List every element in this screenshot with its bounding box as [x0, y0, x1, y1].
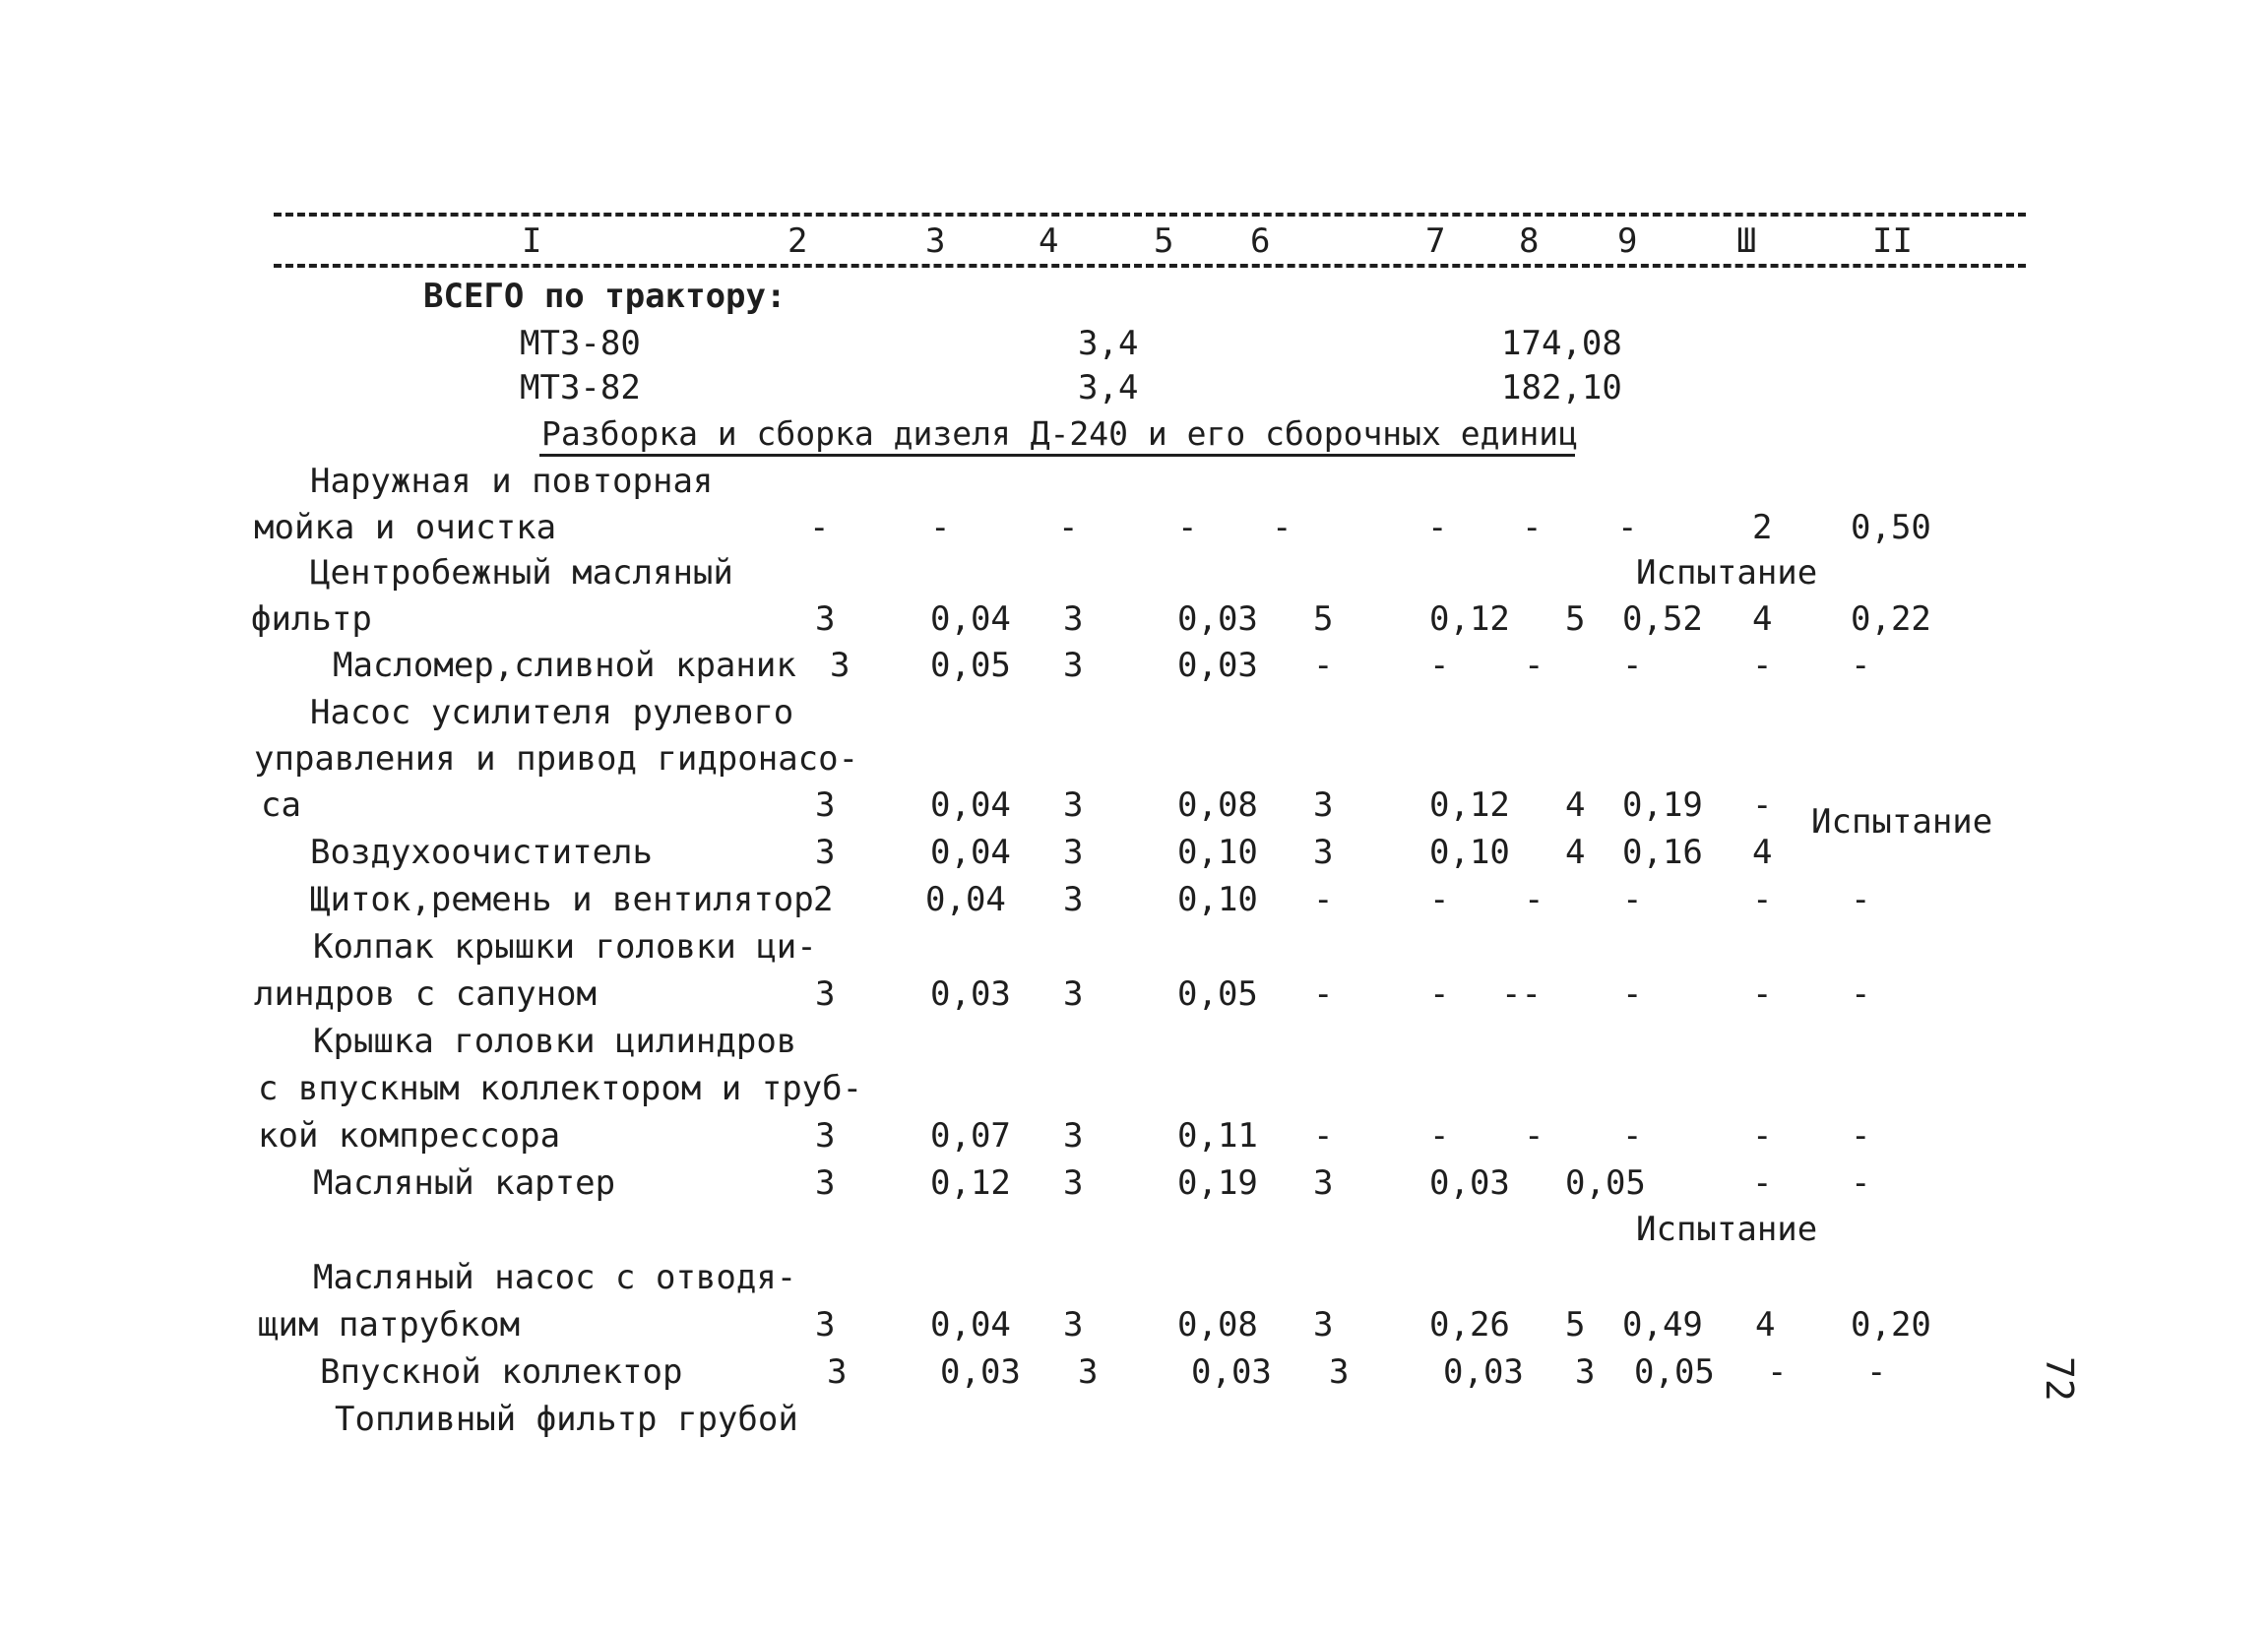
page-number: 72 [2038, 1356, 2081, 1402]
row-4-c10: - [1752, 785, 1773, 825]
col-header-9: 9 [1617, 221, 1638, 261]
row-5-name: Воздухоочиститель [310, 833, 653, 872]
row-11-c9: 0,05 [1634, 1352, 1715, 1392]
row-5-c9: 0,16 [1622, 833, 1703, 872]
row-11-c2: 3 [827, 1352, 848, 1392]
row-3-c6: - [1313, 646, 1334, 685]
row-11-c3: 0,03 [940, 1352, 1021, 1392]
row-4-name-l3: са [261, 785, 301, 825]
row-1-c4: - [1058, 508, 1079, 547]
row-4-c2: 3 [815, 785, 836, 825]
row-1-c11: 0,50 [1851, 508, 1931, 547]
row-6-c2: 2 [813, 880, 834, 919]
row-5-c7: 0,10 [1429, 833, 1510, 872]
test-note-3: Испытание [1636, 1210, 1818, 1249]
row-4-name-l1: Насос усилителя рулевого [310, 693, 794, 732]
row-3-c7: - [1429, 646, 1450, 685]
row-4-name-l2: управления и привод гидронасо- [254, 739, 859, 779]
row-3-c2: 3 [830, 646, 850, 685]
row-10-c10: 4 [1755, 1305, 1776, 1345]
row-9-c6: 3 [1313, 1163, 1334, 1203]
total-label: ВСЕГО по трактору: [423, 277, 787, 316]
row-6-c5: 0,10 [1177, 880, 1258, 919]
row-1-c7: - [1427, 508, 1448, 547]
row-7-c9: - [1622, 974, 1643, 1014]
row-3-c8: - [1524, 646, 1544, 685]
row-7-c2: 3 [815, 974, 836, 1014]
row-7-c3: 0,03 [930, 974, 1011, 1014]
row-7-c8: -- [1501, 974, 1542, 1014]
row-6-c3: 0,04 [925, 880, 1006, 919]
row-2-c11: 0,22 [1851, 599, 1931, 639]
row-3-c11: - [1851, 646, 1871, 685]
row-2-c7: 0,12 [1429, 599, 1510, 639]
section-title: Разборка и сборка дизеля Д-240 и его сборочных единиц [541, 414, 1578, 453]
row-4-c3: 0,04 [930, 785, 1011, 825]
row-6-c9: - [1622, 880, 1643, 919]
row-11-c4: 3 [1078, 1352, 1099, 1392]
test-note-2: Испытание [1811, 802, 1993, 842]
row-11-c8: 3 [1575, 1352, 1596, 1392]
col-header-3: 3 [925, 221, 946, 261]
row-6-c7: - [1429, 880, 1450, 919]
row-2-c10: 4 [1752, 599, 1773, 639]
row-10-c5: 0,08 [1177, 1305, 1258, 1345]
row-7-name-l2: линдров с сапуном [254, 974, 597, 1014]
row-8-c6: - [1313, 1116, 1334, 1156]
total-row-1-v8: 174,08 [1501, 324, 1622, 363]
row-3-c10: - [1752, 646, 1773, 685]
row-10-c2: 3 [815, 1305, 836, 1345]
row-7-c4: 3 [1063, 974, 1084, 1014]
row-3-name: Масломер,сливной краник [333, 646, 796, 685]
row-10-name-l1: Масляный насос с отводя- [313, 1258, 797, 1297]
row-9-c10: - [1752, 1163, 1773, 1203]
header-rule-bottom [274, 264, 2026, 268]
row-8-c5: 0,11 [1177, 1116, 1258, 1156]
row-4-c4: 3 [1063, 785, 1084, 825]
row-10-c8: 5 [1565, 1305, 1586, 1345]
row-10-c3: 0,04 [930, 1305, 1011, 1345]
row-11-c11: - [1866, 1352, 1887, 1392]
row-6-c4: 3 [1063, 880, 1084, 919]
test-note-1: Испытание [1636, 553, 1818, 593]
row-9-c7: 0,03 [1429, 1163, 1510, 1203]
col-header-10: Ш [1736, 221, 1757, 261]
row-1-name-l2: мойка и очистка [254, 508, 557, 547]
row-8-c10: - [1752, 1116, 1773, 1156]
row-5-c4: 3 [1063, 833, 1084, 872]
row-5-c10: 4 [1752, 833, 1773, 872]
row-9-c4: 3 [1063, 1163, 1084, 1203]
row-9-c2: 3 [815, 1163, 836, 1203]
row-2-c8: 5 [1565, 599, 1586, 639]
row-5-c5: 0,10 [1177, 833, 1258, 872]
row-2-c3: 0,04 [930, 599, 1011, 639]
row-5-c2: 3 [815, 833, 836, 872]
row-2-c2: 3 [815, 599, 836, 639]
row-6-c10: - [1752, 880, 1773, 919]
row-10-c4: 3 [1063, 1305, 1084, 1345]
total-row-2-name: МТЗ-82 [520, 368, 641, 407]
row-4-c9: 0,19 [1622, 785, 1703, 825]
col-header-5: 5 [1154, 221, 1174, 261]
row-9-c5: 0,19 [1177, 1163, 1258, 1203]
row-10-name-l2: щим патрубком [258, 1305, 521, 1345]
col-header-1: I [522, 221, 542, 261]
row-8-name-l2: с впускным коллектором и труб- [258, 1069, 863, 1108]
row-10-c7: 0,26 [1429, 1305, 1510, 1345]
row-3-c3: 0,05 [930, 646, 1011, 685]
row-6-name: Щиток,ремень и вентилятор [310, 880, 814, 919]
col-header-8: 8 [1519, 221, 1540, 261]
row-4-c7: 0,12 [1429, 785, 1510, 825]
row-4-c5: 0,08 [1177, 785, 1258, 825]
row-1-c2: - [809, 508, 830, 547]
row-2-c4: 3 [1063, 599, 1084, 639]
row-11-c10: - [1767, 1352, 1788, 1392]
row-11-c7: 0,03 [1443, 1352, 1524, 1392]
header-rule-top [274, 213, 2026, 217]
row-1-c8: - [1522, 508, 1543, 547]
row-4-c6: 3 [1313, 785, 1334, 825]
row-3-c4: 3 [1063, 646, 1084, 685]
row-9-name: Масляный картер [313, 1163, 616, 1203]
row-8-c3: 0,07 [930, 1116, 1011, 1156]
row-1-c10: 2 [1752, 508, 1773, 547]
row-1-c6: - [1272, 508, 1292, 547]
row-7-c11: - [1851, 974, 1871, 1014]
row-6-c8: - [1524, 880, 1544, 919]
row-1-c3: - [930, 508, 951, 547]
row-1-name-l1: Наружная и повторная [310, 462, 714, 501]
col-header-4: 4 [1039, 221, 1059, 261]
row-11-c6: 3 [1329, 1352, 1350, 1392]
col-header-7: 7 [1425, 221, 1446, 261]
row-10-c6: 3 [1313, 1305, 1334, 1345]
row-1-c5: - [1177, 508, 1198, 547]
row-8-c4: 3 [1063, 1116, 1084, 1156]
row-3-c5: 0,03 [1177, 646, 1258, 685]
row-8-c9: - [1622, 1116, 1643, 1156]
row-8-c2: 3 [815, 1116, 836, 1156]
row-2-c5: 0,03 [1177, 599, 1258, 639]
row-9-c11: - [1851, 1163, 1871, 1203]
row-1-c9: - [1617, 508, 1638, 547]
row-11-c5: 0,03 [1191, 1352, 1272, 1392]
row-8-name-l3: кой компрессора [258, 1116, 561, 1156]
row-7-c5: 0,05 [1177, 974, 1258, 1014]
row-2-name-l1: Центробежный масляный [310, 553, 733, 593]
row-8-name-l1: Крышка головки цилиндров [313, 1022, 797, 1061]
row-7-c10: - [1752, 974, 1773, 1014]
row-12-name: Топливный фильтр грубой [335, 1400, 798, 1439]
row-9-c8: 0,05 [1565, 1163, 1646, 1203]
row-7-name-l1: Колпак крышки головки ци- [313, 927, 817, 967]
col-header-11: II [1872, 221, 1913, 261]
row-2-c6: 5 [1313, 599, 1334, 639]
row-8-c8: - [1524, 1116, 1544, 1156]
total-row-1-name: МТЗ-80 [520, 324, 641, 363]
total-row-2-v4: 3,4 [1078, 368, 1139, 407]
row-5-c3: 0,04 [930, 833, 1011, 872]
row-7-c7: - [1429, 974, 1450, 1014]
row-6-c11: - [1851, 880, 1871, 919]
row-8-c7: - [1429, 1116, 1450, 1156]
row-5-c6: 3 [1313, 833, 1334, 872]
col-header-6: 6 [1250, 221, 1271, 261]
total-row-1-v4: 3,4 [1078, 324, 1139, 363]
row-8-c11: - [1851, 1116, 1871, 1156]
row-10-c9: 0,49 [1622, 1305, 1703, 1345]
row-11-name: Впускной коллектор [320, 1352, 683, 1392]
row-4-c8: 4 [1565, 785, 1586, 825]
total-row-2-v8: 182,10 [1501, 368, 1622, 407]
row-10-c11: 0,20 [1851, 1305, 1931, 1345]
row-9-c3: 0,12 [930, 1163, 1011, 1203]
row-3-c9: - [1622, 646, 1643, 685]
row-7-c6: - [1313, 974, 1334, 1014]
row-2-c9: 0,52 [1622, 599, 1703, 639]
row-5-c8: 4 [1565, 833, 1586, 872]
col-header-2: 2 [788, 221, 808, 261]
row-6-c6: - [1313, 880, 1334, 919]
section-title-underline [539, 454, 1575, 457]
row-2-name-l2: фильтр [251, 599, 372, 639]
